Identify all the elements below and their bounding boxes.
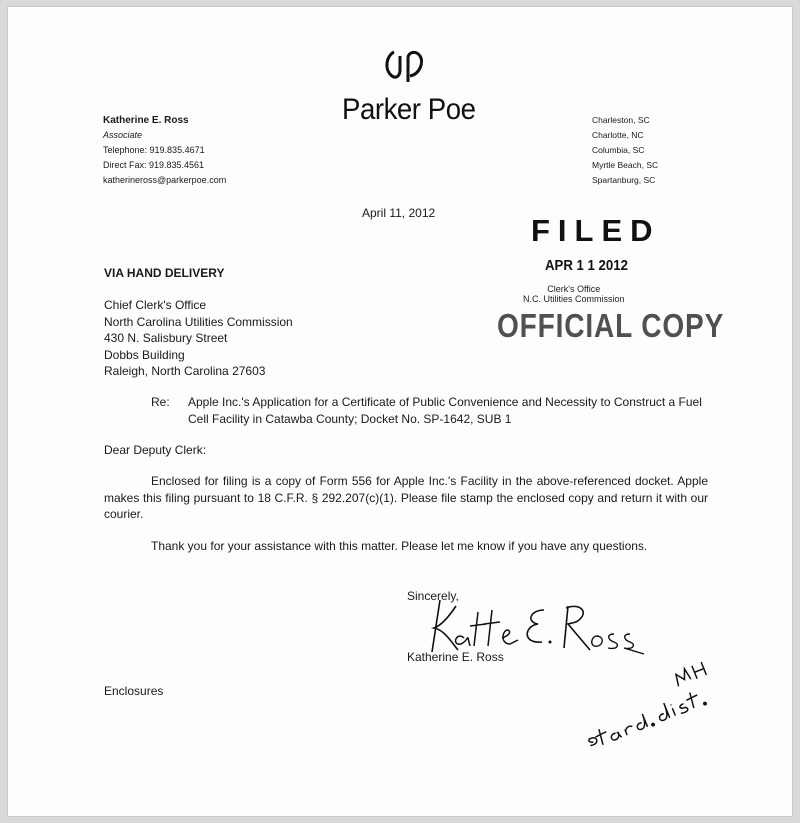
delivery-method: VIA HAND DELIVERY [104, 266, 225, 280]
body-paragraph-1: Enclosed for filing is a copy of Form 556 for Apple Inc.'s Facility in the above-referenced docket. Apple makes this filing pursuant to 18 C.F.R. § 292.207(c)(1). Please file stamp the enclosed copy and return it with our courier. [104, 474, 708, 521]
filed-stamp-date: APR 1 1 2012 [545, 257, 628, 274]
official-copy-stamp: OFFICIAL COPY [497, 307, 725, 344]
office-item: Spartanburg, SC [592, 175, 656, 185]
address-line: Chief Clerk's Office [104, 298, 207, 312]
address-line: Dobbs Building [104, 347, 185, 362]
office-item: Charleston, SC [592, 115, 650, 125]
address-line: 430 N. Salisbury Street [104, 331, 228, 345]
sender-telephone: Telephone: 919.835.4671 [103, 145, 205, 155]
address-line: Raleigh, North Carolina 27603 [104, 364, 266, 378]
sender-fax: Direct Fax: 919.835.4561 [103, 160, 205, 170]
sender-block [103, 113, 226, 188]
handwritten-note [573, 659, 723, 749]
salutation: Dear Deputy Clerk: [104, 443, 207, 457]
filed-stamp-office [523, 284, 625, 304]
signer-name: Katherine E. Ross [407, 650, 504, 664]
sender-title: Associate [103, 130, 143, 140]
letter-page [7, 6, 793, 817]
sender-email: katherineross@parkerpoe.com [103, 175, 227, 185]
enclosures-label: Enclosures [104, 684, 164, 698]
re-subject: Apple Inc.'s Application for a Certificate of Public Convenience and Necessity to Construct a Fuel Cell Facility in Catawba County; Docket No. SP-1642, SUB 1 [188, 395, 702, 426]
stamp-office-line2: N.C. Utilities Commission [523, 294, 625, 304]
re-label: Re: [151, 395, 170, 409]
filed-stamp: FILED [531, 213, 661, 248]
office-list [592, 113, 658, 188]
office-item: Myrtle Beach, SC [592, 160, 659, 170]
office-item: Charlotte, NC [592, 130, 644, 140]
body-paragraph-2: Thank you for your assistance with this matter. Please let me know if you have any questions. [151, 539, 648, 553]
office-item: Columbia, SC [592, 145, 645, 155]
parker-poe-logo-icon [378, 46, 430, 90]
sender-name: Katherine E. Ross [103, 115, 189, 126]
firm-name: Parker Poe [342, 93, 476, 126]
letter-date: April 11, 2012 [362, 206, 436, 220]
recipient-address [104, 297, 293, 380]
stamp-office-line1: Clerk's Office [547, 284, 601, 294]
closing: Sincerely, [407, 589, 459, 603]
address-line: North Carolina Utilities Commission [104, 314, 293, 329]
